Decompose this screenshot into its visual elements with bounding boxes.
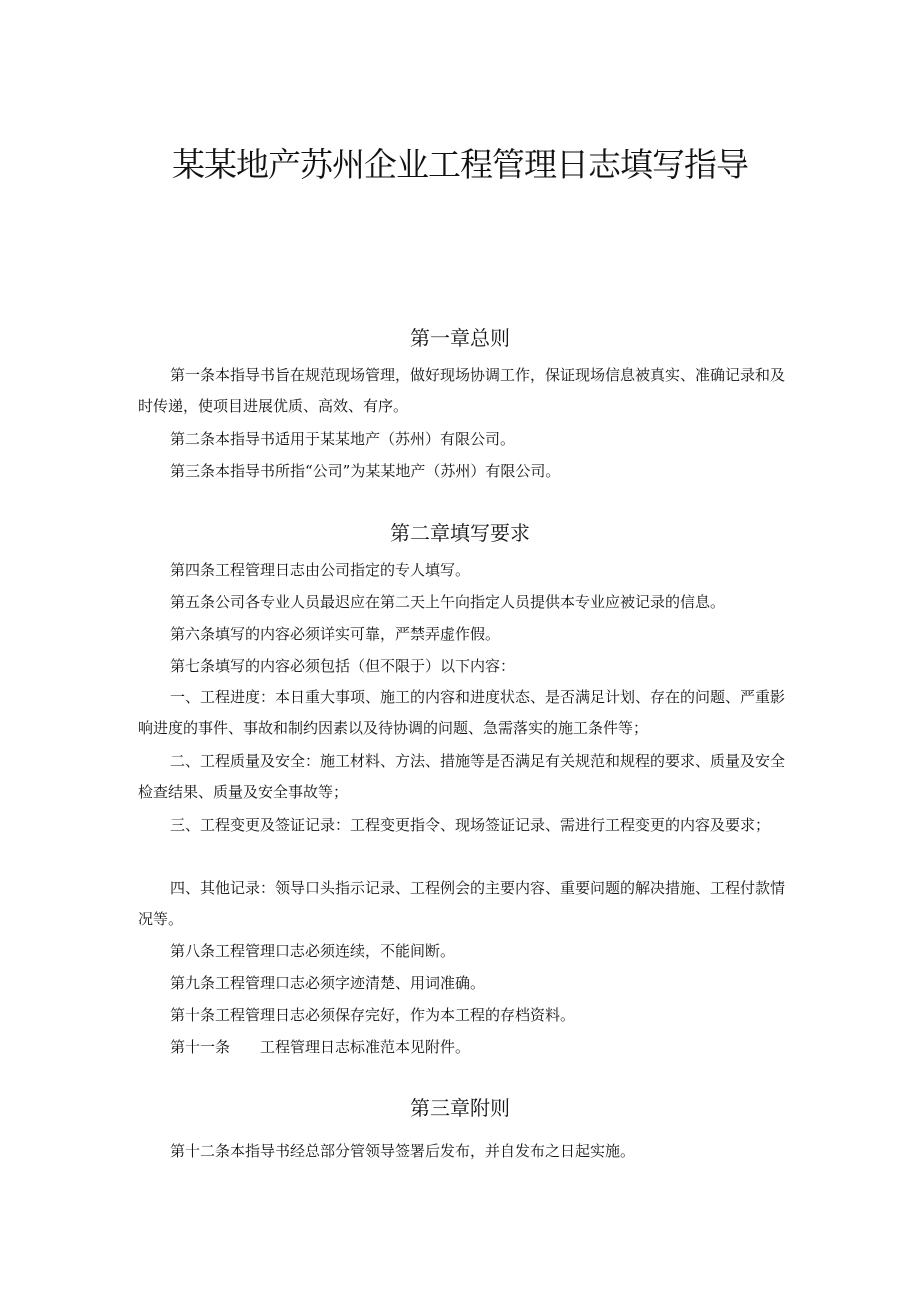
article-8: 第八条工程管理口志必须连续，不能间断。 [170,942,456,960]
item-quality-safety: 二、工程质量及安全：施工材料、方法、措施等是否满足有关规范和规程的要求、质量及安全检查结果、质量及安全事故等； [138,752,786,801]
article-12: 第十二条本指导书经总部分管领导签署后发布，并自发布之日起实施。 [170,1142,636,1160]
item-progress: 一、工程进度：本日重大事项、施工的内容和进度状态、是否满足计划、存在的问题、严重影响进度的事件、事故和制约因素以及待协调的问题、急需落实的施工条件等； [138,688,786,737]
article-3: 第三条本指导书所指“公司”为某某地产（苏州）有限公司。 [170,462,561,480]
article-7: 第七条填写的内容必须包括（但不限于）以下内容： [170,657,516,675]
chapter-heading-2: 第二章填写要求 [390,521,530,545]
chapter-heading-1: 第一章总则 [410,326,510,350]
article-2: 第二条本指导书适用于某某地产（苏州）有限公司。 [170,430,516,448]
item-changes: 三、工程变更及签证记录：工程变更指令、现场签证记录、需进行工程变更的内容及要求； [170,816,771,834]
item-other: 四、其他记录：领导口头指示记录、工程例会的主要内容、重要问题的解决措施、工程付款情况等。 [138,879,786,928]
article-4: 第四条工程管理日志由公司指定的专人填写。 [170,561,471,579]
article-9: 第九条工程管理口志必须字迹清楚、用词准确。 [170,974,486,992]
article-5: 第五条公司各专业人员最迟应在第二天上午向指定人员提供本专业应被记录的信息。 [170,593,726,611]
article-11: 第十一条 工程管理日志标准范本见附件。 [170,1038,471,1056]
article-1: 第一条本指导书旨在规范现场管理，做好现场协调工作，保证现场信息被真实、准确记录和及时传递，使项目进展优质、高效、有序。 [138,366,786,415]
document-title: 某某地产苏州企业工程管理日志填写指导 [172,145,748,184]
article-10: 第十条工程管理日志必须保存完好，作为本工程的存档资料。 [170,1006,576,1024]
chapter-heading-3: 第三章附则 [410,1096,510,1120]
article-6: 第六条填写的内容必须详实可靠，严禁弄虚作假。 [170,625,501,643]
